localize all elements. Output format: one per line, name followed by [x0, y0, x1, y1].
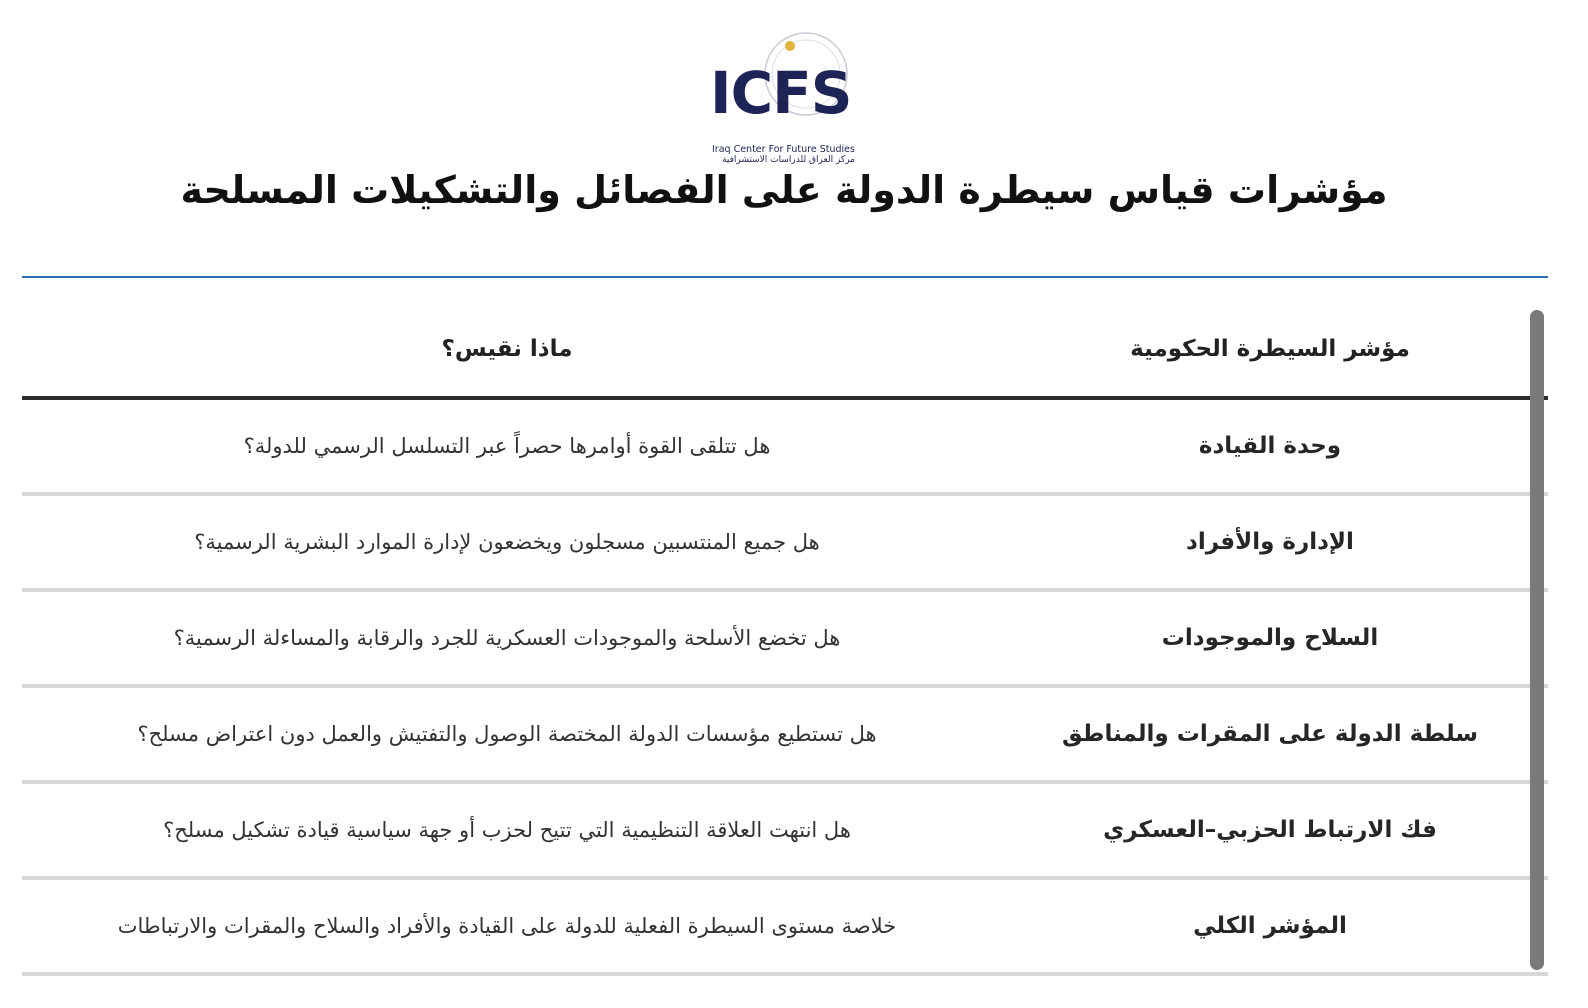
- header-question: ماذا نقيس؟: [441, 336, 573, 362]
- vertical-scrollbar[interactable]: [1530, 310, 1544, 970]
- table-row: [22, 400, 1548, 496]
- row-indicator: المؤشر الكلي: [1193, 913, 1347, 939]
- logo-english-name: Iraq Center For Future Studies: [712, 144, 855, 155]
- logo-arabic-name: مركز العراق للدراسات الاستشرافية: [722, 155, 855, 165]
- table-row: [22, 688, 1548, 784]
- row-indicator: سلطة الدولة على المقرات والمناطق: [1062, 721, 1478, 747]
- row-indicator: السلاح والموجودات: [1161, 625, 1379, 651]
- row-indicator: وحدة القيادة: [1198, 433, 1342, 459]
- page-title: مؤشرات قياس سيطرة الدولة على الفصائل والتشكيلات المسلحة: [180, 168, 1388, 212]
- table-row: [22, 592, 1548, 688]
- row-question: هل تتلقى القوة أوامرها حصراً عبر التسلسل الرسمي للدولة؟: [243, 434, 771, 458]
- row-question: هل انتهت العلاقة التنظيمية التي تتيح لحزب أو جهة سياسية قيادة تشكيل مسلح؟: [163, 818, 851, 842]
- row-question: هل جميع المنتسبين مسجلون ويخضعون لإدارة الموارد البشرية الرسمية؟: [194, 530, 820, 554]
- table-header: [22, 302, 1548, 400]
- table-row: [22, 496, 1548, 592]
- row-indicator: الإدارة والأفراد: [1186, 529, 1354, 555]
- icfs-logo: [710, 32, 860, 165]
- header-indicator: مؤشر السيطرة الحكومية: [1130, 336, 1410, 362]
- table-row: [22, 880, 1548, 976]
- row-question: هل تستطيع مؤسسات الدولة المختصة الوصول والتفتيش والعمل دون اعتراض مسلح؟: [137, 722, 877, 746]
- title-divider: [22, 276, 1548, 278]
- row-indicator: فك الارتباط الحزبي–العسكري: [1103, 817, 1437, 843]
- indicators-table: [22, 302, 1548, 976]
- table-row: [22, 784, 1548, 880]
- logo-wordmark: ICFS: [710, 59, 852, 127]
- row-question: خلاصة مستوى السيطرة الفعلية للدولة على القيادة والأفراد والسلاح والمقرات والارتباطات: [117, 914, 897, 938]
- row-question: هل تخضع الأسلحة والموجودات العسكرية للجرد والرقابة والمساءلة الرسمية؟: [173, 626, 841, 650]
